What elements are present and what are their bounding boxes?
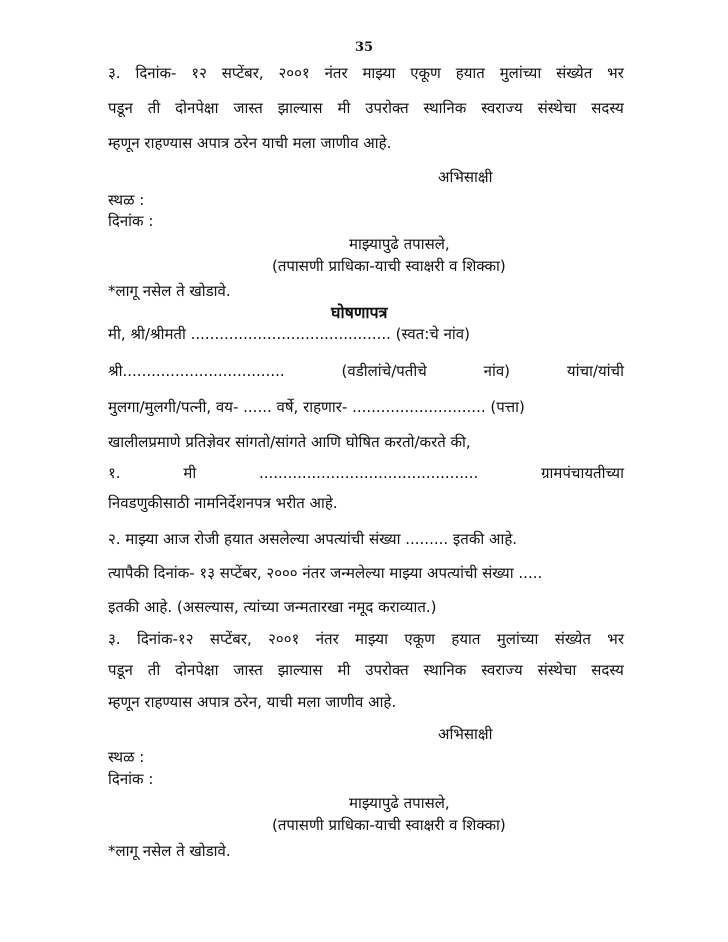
declaration-line6: निवडणुकीसाठी नामनिर्देशनपत्र भरीत आहे. — [108, 494, 338, 512]
verified-before-me: माझ्यापुढे तपासले, — [349, 235, 450, 253]
word: स्वराज्य — [481, 99, 523, 117]
declaration-line8: त्यापैकी दिनांक- १३ सप्टेंबर, २००० नंतर जन्मलेल्या माझ्या अपत्यांची संख्या ..... — [108, 564, 543, 582]
declaration-line1: मी, श्री/श्रीमती .......................................... (स्वत:चे नांव) — [108, 325, 470, 343]
word: ती — [147, 99, 161, 117]
word: मी — [183, 464, 197, 482]
word: ग्रामपंचायतीच्या — [541, 464, 624, 482]
deponent-label-2: अभिसाक्षी — [438, 725, 493, 743]
word: ती — [147, 661, 161, 679]
word: माझ्या — [362, 64, 396, 82]
word: दोनपेक्षा — [175, 99, 219, 117]
declaration-item3-line2 — [108, 661, 624, 679]
word: यांचा/यांची — [566, 362, 624, 380]
word: स्थानिक — [423, 661, 467, 679]
word: ३. — [108, 64, 121, 82]
affidavit-item3-line2 — [108, 99, 624, 117]
date-label: दिनांक : — [108, 212, 154, 230]
page-number: 35 — [354, 40, 374, 55]
word: संस्थेचा — [537, 99, 577, 117]
declaration-line3: मुलगा/मुलगी/पत्नी, वय- ...... वर्षे, राहणार- ............................ (पत्ता) — [108, 398, 525, 416]
word: उपरोक्त — [365, 661, 409, 679]
word: मी — [337, 99, 351, 117]
word: उपरोक्त — [365, 99, 409, 117]
word: सदस्य — [591, 661, 624, 679]
word: पडून — [108, 661, 133, 679]
word: १२ — [191, 64, 207, 82]
affidavit-item3-line3: म्हणून राहण्यास अपात्र ठरेन याची मला जाणीव आहे. — [108, 134, 392, 152]
date-label-2: दिनांक : — [108, 770, 154, 788]
word: श्री.................................. — [108, 362, 285, 380]
officer-signature: (तपासणी प्राधिका-याची स्वाक्षरी व शिक्का) — [272, 257, 506, 275]
word: २००१ — [268, 630, 300, 648]
declaration-line4: खालीलप्रमाणे प्रतिज्ञेवर सांगतो/सांगते आणि घोषित करतो/करते की, — [108, 433, 471, 451]
strike-note-2: *लागू नसेल ते खोडावे. — [108, 842, 231, 860]
declaration-line7: २. माझ्या आज रोजी हयात असलेल्या अपत्यांची संख्या ......... इतकी आहे. — [108, 530, 518, 548]
word: झाल्यास — [277, 99, 323, 117]
word: मुलांच्या — [496, 630, 539, 648]
word: हयात — [455, 64, 485, 82]
word: संस्थेचा — [537, 661, 577, 679]
word: सदस्य — [591, 99, 624, 117]
word: नांव) — [483, 362, 511, 380]
word: २००१ — [278, 64, 310, 82]
word: जास्त — [233, 99, 263, 117]
declaration-item3-line1 — [108, 630, 624, 648]
place-label: स्थळ : — [108, 191, 145, 209]
word: नंतर — [324, 64, 348, 82]
word: मुलांच्या — [499, 64, 542, 82]
word: सप्टेंबर, — [221, 64, 264, 82]
word: स्वराज्य — [481, 661, 523, 679]
word: सप्टेंबर, — [209, 630, 252, 648]
word: हयात — [451, 630, 481, 648]
word: झाल्यास — [277, 661, 323, 679]
declaration-item3-line3: म्हणून राहण्यास अपात्र ठरेन, याची मला जाणीव आहे. — [108, 693, 397, 711]
word: एकूण — [404, 630, 435, 648]
officer-signature-2: (तपासणी प्राधिका-याची स्वाक्षरी व शिक्का) — [272, 816, 506, 834]
word: भर — [607, 64, 624, 82]
declaration-title: घोषणापत्र — [331, 303, 388, 322]
word: जास्त — [233, 661, 263, 679]
declaration-line9: इतकी आहे. (असल्यास, त्यांच्या जन्मतारखा नमूद कराव्यात.) — [108, 598, 437, 616]
verified-before-me-2: माझ्यापुढे तपासले, — [349, 794, 450, 812]
word: दिनांक-१२ — [136, 630, 194, 648]
place-label-2: स्थळ : — [108, 748, 145, 766]
word: एकूण — [410, 64, 441, 82]
affidavit-item3-line1 — [108, 64, 624, 82]
word: नंतर — [315, 630, 339, 648]
word: संख्येत — [554, 630, 591, 648]
word: .............................................. — [258, 464, 479, 482]
word: संख्येत — [556, 64, 593, 82]
word: मी — [337, 661, 351, 679]
declaration-line2 — [108, 362, 624, 380]
deponent-label: अभिसाक्षी — [438, 168, 493, 186]
word: पडून — [108, 99, 133, 117]
word: भर — [607, 630, 624, 648]
word: दिनांक- — [135, 64, 177, 82]
word: १. — [108, 464, 121, 482]
word: (वडीलांचे/पतीचे — [341, 362, 427, 380]
word: ३. — [108, 630, 121, 648]
word: माझ्या — [355, 630, 388, 648]
strike-note: *लागू नसेल ते खोडावे. — [108, 282, 231, 300]
word: स्थानिक — [423, 99, 467, 117]
declaration-line5 — [108, 464, 624, 482]
word: दोनपेक्षा — [175, 661, 219, 679]
